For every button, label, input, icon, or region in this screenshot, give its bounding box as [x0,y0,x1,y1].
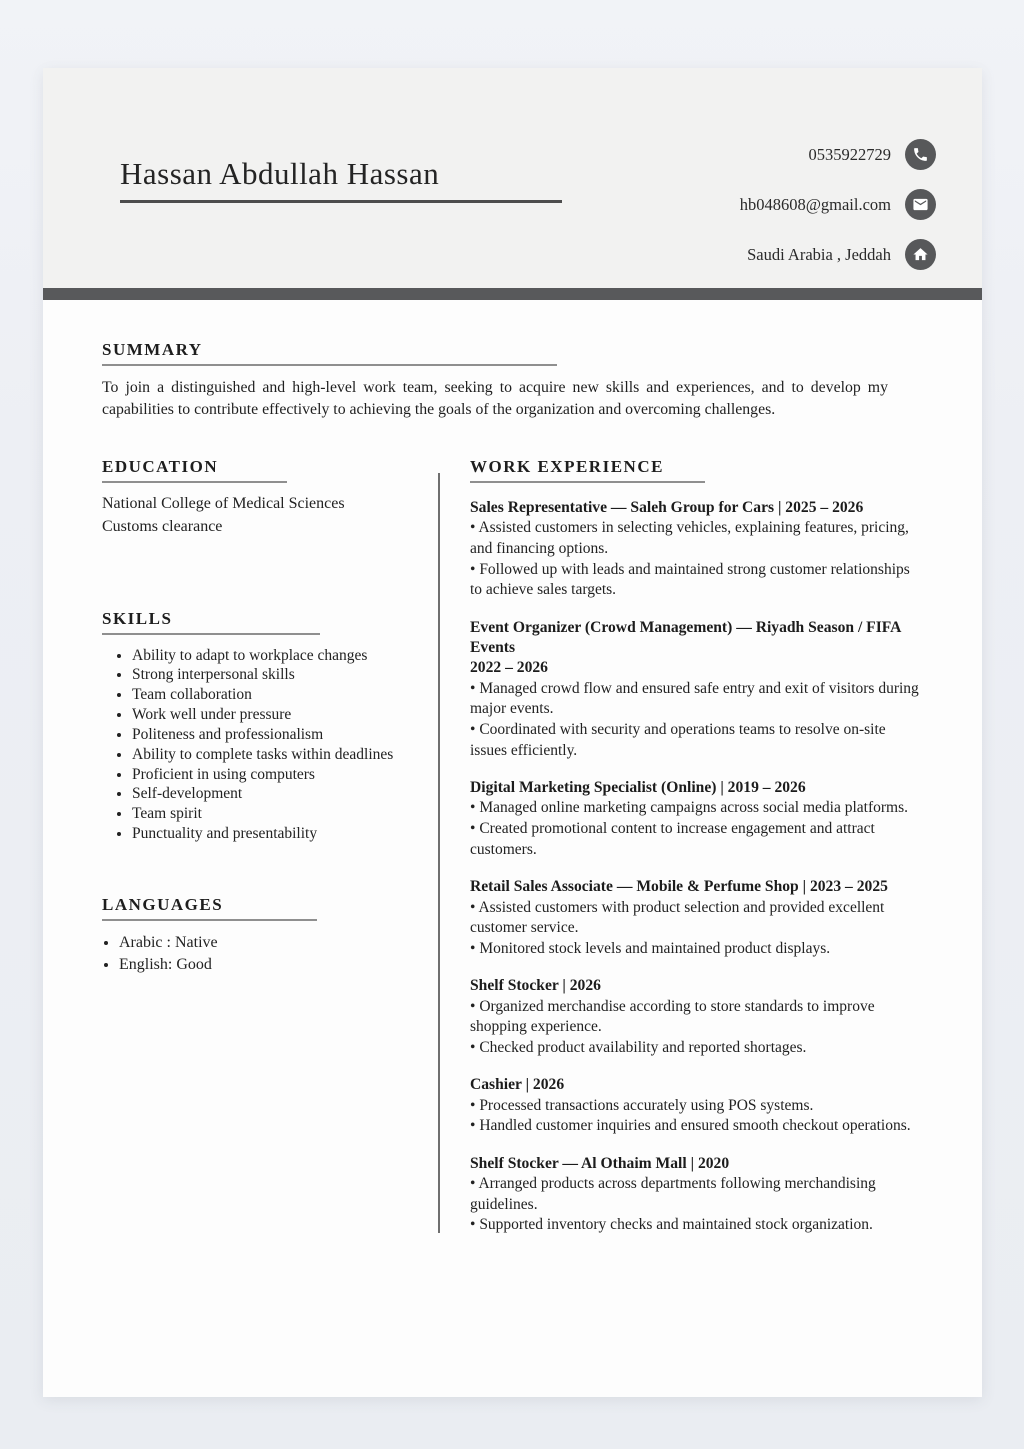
summary-heading: SUMMARY [102,340,557,366]
job-title: Shelf Stocker — Al Othaim Mall | 2020 [470,1154,730,1172]
home-icon [905,239,936,270]
job-entry [470,976,922,1058]
skill-item: • Work well under pressure [132,706,438,724]
job-bullet: • Coordinated with security and operations teams to resolve on-site issues efficiently. [470,720,922,761]
job-title: Event Organizer (Crowd Management) — Riyadh Season / FIFA Events [470,618,901,657]
job-entry [470,618,922,761]
education-line: Customs clearance [102,517,223,535]
job-bullet: • Assisted customers with product selection and provided excellent customer service. [470,898,922,939]
skill-item: • Ability to adapt to workplace changes [132,647,438,665]
languages-heading: LANGUAGES [102,895,317,921]
resume-page [43,68,982,1397]
language-item: • English: Good [119,955,438,976]
skills-heading: SKILLS [102,609,320,635]
education-heading: EDUCATION [102,457,287,483]
phone-icon [905,139,936,170]
skill-item: • Proficient in using computers [132,766,438,784]
name-block [120,156,562,203]
job-date: 2022 – 2026 [470,659,548,677]
job-entry [470,1075,922,1136]
job-bullet: • Organized merchandise according to store standards to improve shopping experience. [470,997,922,1038]
job-bullet: • Created promotional content to increase engagement and attract customers. [470,819,922,860]
job-title: Retail Sales Associate — Mobile & Perfume Shop | 2023 – 2025 [470,878,888,896]
job-bullet: • Handled customer inquiries and ensured smooth checkout operations. [470,1116,922,1137]
contact-row-phone [740,139,936,170]
email-icon [905,189,936,220]
job-bullet: • Assisted customers in selecting vehicles, explaining features, pricing, and financing options. [470,518,922,559]
education-section [102,457,438,538]
email-address: hb048608@gmail.com [739,194,891,214]
job-entry [470,1154,922,1236]
job-bullet: • Managed crowd flow and ensured safe entry and exit of visitors during major events. [470,679,922,720]
job-bullet: • Followed up with leads and maintained strong customer relationships to achieve sales targets. [470,560,922,601]
job-bullet: • Checked product availability and reported shortages. [470,1038,922,1059]
skill-item: • Strong interpersonal skills [132,666,438,684]
job-entry [470,498,922,601]
contact-block [740,139,936,270]
job-bullet: • Processed transactions accurately using POS systems. [470,1096,922,1117]
two-column-area [43,457,982,1253]
resume-name: Hassan Abdullah Hassan [120,156,440,191]
job-title: Shelf Stocker | 2026 [470,977,601,995]
column-divider-line [438,473,440,1233]
left-column [102,457,438,1253]
education-details [102,493,438,538]
skill-item: • Politeness and professionalism [132,726,438,744]
job-entry [470,778,922,860]
skill-item: • Team collaboration [132,686,438,704]
resume-header [43,68,982,300]
location-text: Saudi Arabia , Jeddah [747,244,891,264]
name-underline [120,200,562,203]
skill-item: • Punctuality and presentability [132,825,438,843]
languages-list [102,933,438,976]
skill-item: • Team spirit [132,805,438,823]
resume-body [43,340,982,1253]
job-bullet: • Arranged products across departments following merchandising guidelines. [470,1174,922,1215]
job-title: Sales Representative — Saleh Group for Cars | 2025 – 2026 [470,499,864,517]
skills-section [102,609,438,843]
job-title: Digital Marketing Specialist (Online) | 2019 – 2026 [470,779,806,797]
education-line: National College of Medical Sciences [102,495,345,513]
job-list [470,498,922,1236]
job-title: Cashier | 2026 [470,1076,565,1094]
languages-section [102,895,438,976]
skill-item: • Ability to complete tasks within deadlines [132,746,438,764]
language-item: • Arabic : Native [119,933,438,954]
contact-row-email [740,189,936,220]
summary-section [102,340,928,421]
job-bullet: • Managed online marketing campaigns across social media platforms. [470,798,922,819]
phone-number: 0535922729 [808,144,891,164]
job-bullet: • Supported inventory checks and maintained stock organization. [470,1215,922,1236]
right-column [470,457,922,1253]
job-bullet: • Monitored stock levels and maintained product displays. [470,939,922,960]
skill-item: • Self-development [132,785,438,803]
summary-text: To join a distinguished and high-level work team, seeking to acquire new skills and experiences, and to develop my capabilities to contribute effectively to achieving the goals of the organization and overcoming challenges. [102,379,888,419]
work-experience-heading: WORK EXPERIENCE [470,457,705,483]
skills-list [102,647,438,843]
job-entry [470,877,922,959]
contact-row-location [740,239,936,270]
